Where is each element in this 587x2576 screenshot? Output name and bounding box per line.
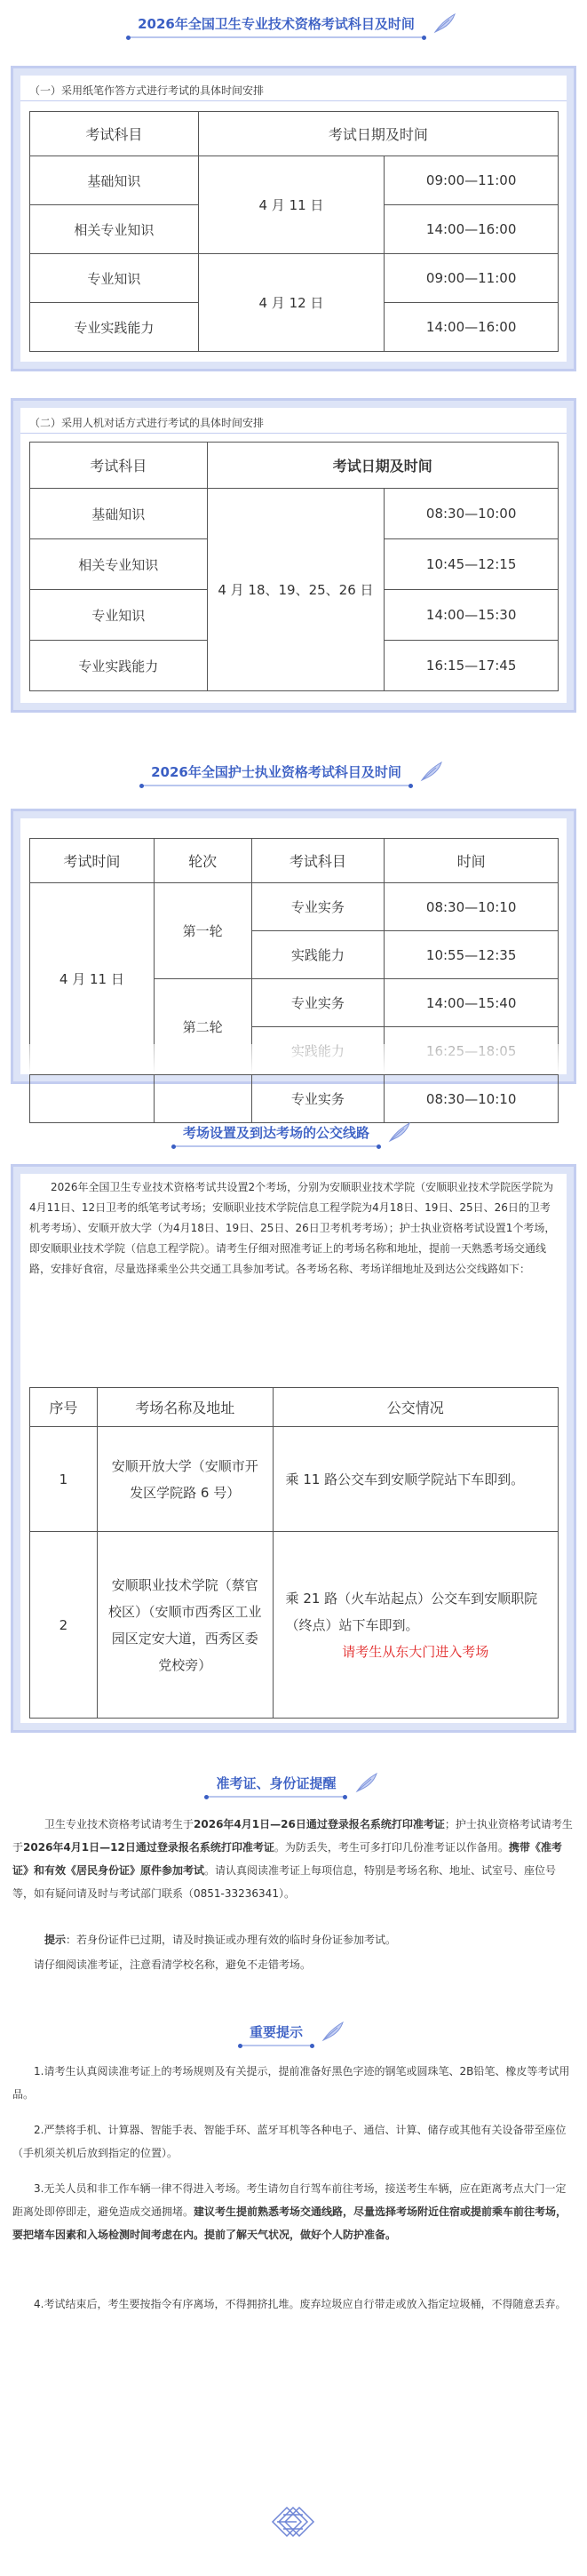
col-datetime: 考试日期及时间 [207,443,558,489]
col-bus: 公交情况 [273,1388,558,1427]
id-tip: 提示：若身份证件已过期，请及时换证或办理有效的临时身份证参加考试。 [44,1934,397,1946]
round-cell [154,1075,251,1123]
notice-item-1: 1.请考生认真阅读准考证上的考场规则及有关提示，提前准备好黑色字迹的钢笔或圆珠笔、2B铅笔、橡皮等考试用品。 [12,2065,570,2101]
time-cell: 08:30—10:10 [385,883,559,931]
subject-cell: 专业实践能力 [30,641,208,691]
date-cell: 4 月 11 日 [198,156,385,254]
subject-cell: 相关专业知识 [30,205,199,254]
col-round: 轮次 [154,839,251,883]
subject-cell: 基础知识 [30,489,208,539]
no-cell: 1 [30,1427,98,1532]
section3-title [0,1121,587,1147]
col-datetime: 考试日期及时间 [198,112,558,156]
dates-cell: 4 月 18、19、25、26 日 [207,489,385,691]
paper-exam-frame [11,66,576,371]
feather-icon [320,2021,346,2042]
notice-item-4: 4.考试结束后，考生要按指令有序离场，不得拥挤扎堆。废弃垃圾应自行带走或放入指定垃圾桶，不得随意丢弃。 [34,2298,567,2310]
admission-paragraph: 卫生专业技术资格考试请考生于2026年4月1日—26日通过登录报名系统打印准考证；护士执业资格考试请考生于2026年4月1日—12日通过登录报名系统打印准考证。为防丢失，考生可多打印几份准考证以作备用。携带《准考证》和有效《居民身份证》原件参加考试。请认真阅读准考证上每项信息，特别是考场名称、地址、试室号、座位号等，如有疑问请及时与考试部门联系（0851-33236341）。 [12,1818,573,1900]
subject-cell: 专业知识 [30,590,208,641]
time-cell: 14:00—15:30 [385,590,559,641]
subject-cell: 专业知识 [30,254,199,303]
time-cell: 14:00—16:00 [385,303,559,352]
section1-title [0,12,587,38]
time-cell: 16:15—17:45 [385,641,559,691]
section5-title-text: 重要提示 [249,2024,303,2040]
col-subject: 考试科目 [30,112,199,156]
computer-exam-heading: （二）采用人机对话方式进行考试的具体时间安排 [29,417,265,429]
section5-title [0,2021,587,2046]
feather-icon [432,12,458,34]
round-cell: 第一轮 [154,883,251,979]
notice-item-3: 3.无关人员和非工作车辆一律不得进入考场。考生请勿自行驾车前往考场，接送考生车辆，应在距离考点大门一定距离处即停即走，避免造成交通拥堵。建议考生提前熟悉考场交通线路，尽量选择考场附近住宿或提前乘车前往考场，要把堵车因素和入场检测时间考虑在内。提前了解天气状况，做好个人防护准备。 [12,2182,567,2241]
paper-exam-heading: （一）采用纸笔作答方式进行考试的具体时间安排 [29,84,265,97]
notice-item-2: 2.严禁将手机、计算器、智能手表、智能手环、蓝牙耳机等各种电子、通信、计算、储存或其他有关设备带至座位（手机须关机后放到指定的位置）。 [12,2124,567,2159]
feather-icon [386,1121,413,1143]
time-cell: 10:45—12:15 [385,539,559,590]
section4-title [0,1772,587,1798]
nurse-exam-table [29,838,559,1123]
venue-frame [11,1164,576,1733]
computer-exam-table [29,442,559,691]
col-no: 序号 [30,1388,98,1427]
subject-cell: 专业实践能力 [30,303,199,352]
subject-cell: 实践能力 [251,931,385,979]
entrance-note: 请考生从东大门进入考场 [342,1643,489,1660]
venue-intro: 2026年全国卫生专业技术资格考试共设置2个考场，分别为安顺职业技术学院（安顺职业技术学院医学院为4月11日、12日卫考的纸笔考试考场；安顺职业技术学院信息工程学院为4月18日、19日、25日、26日的卫考机考考场）、安顺开放大学（为4月18日、19日、25日、26日卫考机考考场）；护士执业资格考试设置1个考场，即安顺职业技术学院（信息工程学院）。请考生仔细对照准考证上的考场名称和地址，提前一天熟悉考场交通线路，安排好食宿，尽量选择乘坐公共交通工具参加考试。各考场名称、考场详细地址及到达公交线路如下： [29,1181,556,1275]
section4-title-text: 准考证、身份证提醒 [216,1775,337,1791]
subject-cell: 专业实务 [251,883,385,931]
time-cell: 09:00—11:00 [385,156,559,205]
feather-icon [418,761,445,782]
date-cell: 4 月 12 日 [198,254,385,352]
time-cell: 08:30—10:10 [385,1075,559,1123]
col-name: 考场名称及地址 [97,1388,273,1427]
date-cell [30,1075,155,1123]
bus-cell: 乘 11 路公交车到安顺学院站下车即到。 [273,1427,558,1532]
round-cell: 第二轮 [154,979,251,1075]
time-cell: 10:55—12:35 [385,931,559,979]
subject-cell: 专业实务 [251,979,385,1027]
date-cell: 4 月 11 日 [30,883,155,1075]
venue-name-cell: 安顺职业技术学院（蔡官校区）（安顺市西秀区工业园区定安大道，西秀区委党校旁） [97,1532,273,1719]
nurse-exam-frame [11,809,576,1107]
diamond-logo-icon [269,2504,318,2540]
time-cell: 14:00—16:00 [385,205,559,254]
subject-cell: 相关专业知识 [30,539,208,590]
col-time: 时间 [385,839,559,883]
section1-title-text: 2026年全国卫生专业技术资格考试科目及时间 [138,16,415,32]
paper-exam-table [29,111,559,352]
subject-cell: 专业实务 [251,1075,385,1123]
feather-icon [353,1772,380,1793]
venue-table [29,1387,559,1719]
section2-title-text: 2026年全国护士执业资格考试科目及时间 [151,764,401,780]
subject-cell: 基础知识 [30,156,199,205]
section3-title-text: 考场设置及到达考场的公交线路 [182,1125,369,1141]
section2-title [0,761,587,786]
col-date: 考试时间 [30,839,155,883]
venue-name-cell: 安顺开放大学（安顺市开发区学院路 6 号） [97,1427,273,1532]
time-cell: 08:30—10:00 [385,489,559,539]
no-cell: 2 [30,1532,98,1719]
time-cell: 14:00—15:40 [385,979,559,1027]
col-subject: 考试科目 [251,839,385,883]
col-subject: 考试科目 [30,443,208,489]
time-cell: 09:00—11:00 [385,254,559,303]
bus-text: 乘 21 路（火车站起点）公交车到安顺职院（终点）站下车即到。 [285,1590,538,1633]
bus-cell [273,1532,558,1719]
computer-exam-frame [11,398,576,713]
read-tip: 请仔细阅读准考证，注意看清学校名称，避免不走错考场。 [34,1958,312,1971]
